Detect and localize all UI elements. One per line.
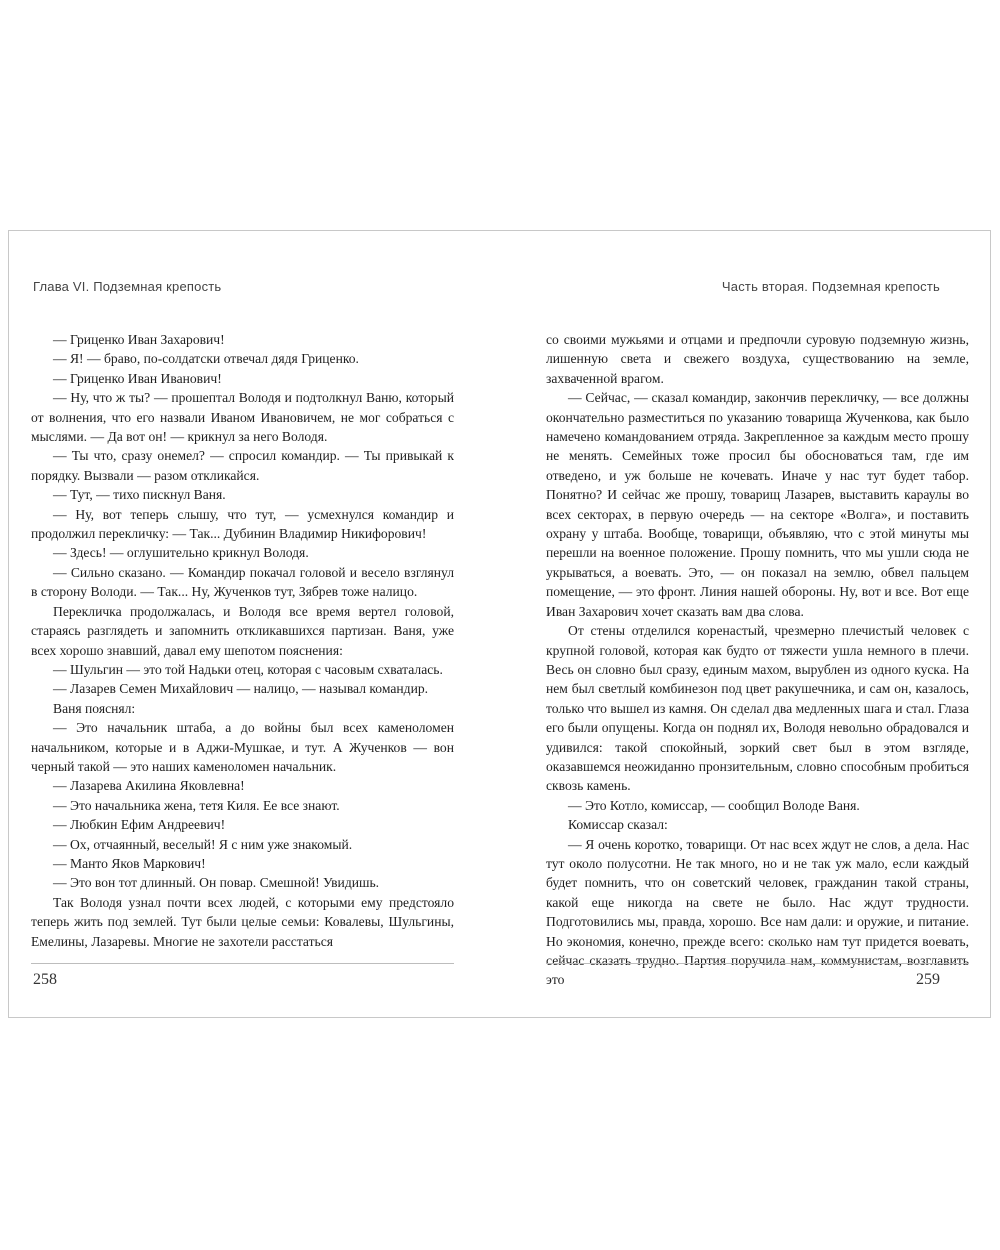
paragraph: — Ну, вот теперь слышу, что тут, — усмехнулся командир и продолжил перекличку: — Так... Дубинин Владимир Никифорович! xyxy=(31,506,454,542)
paragraph: — Лазарева Акилина Яковлевна! xyxy=(53,778,245,794)
paragraph: — Я! — браво, по-солдатски отвечал дядя Гриценко. xyxy=(53,351,359,367)
paragraph: со своими мужьями и отцами и предпочли суровую подземную жизнь, лишенную света и свежего воздуха, существованию на земле, захваченной врагом. xyxy=(546,332,969,386)
paragraph: — Тут, — тихо пискнул Ваня. xyxy=(53,487,226,503)
paragraph: — Ну, что ж ты? — прошептал Володя и подтолкнул Ваню, который от волнения, что его назвали Иваном Ивановичем, не мог собраться с мыслями. — Да вот он! — крикнул за него Володя. xyxy=(31,390,454,445)
paragraph: — Я очень коротко, товарищи. От нас всех ждут не слов, а дела. Нас тут около полусотни. Не так много, но и не так уж мало, если каждый будет помнить, что он советский человек, гражданин такой страны, какой еще никогда на свете не было. Нас ждут трудности. Подготовились мы, правда, хорошо. Все нам дали: и оружие, и питание. Но экономия, конечно, прежде всего: сколько нам тут придется воевать, сейчас сказать трудно. Партия поручила нам, коммунистам, возглавить это xyxy=(546,836,969,988)
paragraph: — Гриценко Иван Иванович! xyxy=(53,370,222,386)
paragraph: Комиссар сказал: xyxy=(568,817,668,833)
paragraph: — Это начальник штаба, а до войны был всех каменоломен начальником, которые и в Аджи-Мушкае, и тут. А Жученков — вон черный такой — это наших каменоломен начальник. xyxy=(31,720,454,774)
paragraph: — Это Котло, комиссар, — сообщил Володе Ваня. xyxy=(568,797,860,813)
paragraph: — Шульгин — это той Надьки отец, которая с часовым схваталась. xyxy=(53,661,443,677)
left-running-head: Глава VI. Подземная крепость xyxy=(33,279,222,294)
paragraph: Так Володя узнал почти всех людей, с которыми ему предстояло теперь жить под землей. Тут были целые семьи: Ковалевы, Шульгины, Емелины, Лазаревы. Многие не захотели расстаться xyxy=(31,894,454,949)
paragraph: — Здесь! — оглушительно крикнул Володя. xyxy=(53,545,309,561)
paragraph: — Это вон тот длинный. Он повар. Смешной! Увидишь. xyxy=(53,875,380,891)
paragraph: Перекличка продолжалась, и Володя все время вертел головой, стараясь разглядеть и запомнить откликавшихся партизан. Ваня, уже всех хорошо знавший, давал ему шепотом пояснения: xyxy=(31,603,454,658)
paragraph: — Манто Яков Маркович! xyxy=(53,855,206,871)
paragraph: — Ты что, сразу онемел? — спросил командир. — Ты привыкай к порядку. Вызвали — разом откликайся. xyxy=(31,448,454,483)
right-footer-divider xyxy=(546,963,969,964)
paragraph: От стены отделился коренастый, чрезмерно плечистый человек с крупной головой, которая как будто от тяжести ушла немного в плечи. Весь он словно был сразу, единым махом, вырублен из одного куска. На нем был светлый комбинезон под цвет ракушечника, и сам он, казалось, только что вышел из камня. Он сделал два медленных шага и стал. Глаза его были опущены. Когда он поднял их, Володя невольно обрадовался и удивился: такой спокойный, зоркий свет был в этом взгляде, оказавшемся неожиданно пронзительным, словно способным пробиться сквозь камень. xyxy=(546,623,969,794)
paragraph: Ваня пояснял: xyxy=(53,700,136,716)
right-running-head: Часть вторая. Подземная крепость xyxy=(721,279,940,294)
paragraph: — Это начальника жена, тетя Киля. Ее все знают. xyxy=(53,797,340,813)
paragraph: — Сейчас, — сказал командир, закончив перекличку, — все должны окончательно разместиться по указанию товарища Жученкова, как было намечено командованием отряда. Закрепленное за каждым место прошу не менять. Семейных тоже просил бы обосноваться там, где им отведено, и уж больше не кочевать. Иначе у нас тут будет табор. Понятно? И сейчас же прошу, товарищ Лазарев, выставить караулы во всех секторах, в первую очередь — на секторе «Волга», и поставить охрану у штаба. Вообще, товарищи, объявляю, что с этой минуты мы перешли на военное положение. Прошу помнить, что мы ушли сюда не укрываться, а воевать. Это, — он показал на землю, обвел пальцем помещение, — это фронт. Линия нашей обороны. Ну, вот и все. Вот еще Иван Захарович хочет сказать вам два слова. xyxy=(546,390,969,619)
paragraph: — Любкин Ефим Андреевич! xyxy=(53,817,226,833)
left-page-number: 258 xyxy=(33,971,57,988)
paragraph: — Сильно сказано. — Командир покачал головой и весело взглянул в сторону Володи. — Так... Ну, Жученков тут, Зябрев тоже налицо. xyxy=(31,564,454,600)
paragraph: — Лазарев Семен Михайлович — налицо, — называл командир. xyxy=(53,681,429,697)
right-page-text xyxy=(546,330,969,990)
paragraph: — Гриценко Иван Захарович! xyxy=(53,332,225,347)
book-spread xyxy=(8,230,991,1018)
paragraph: — Ох, отчаянный, веселый! Я с ним уже знакомый. xyxy=(53,836,353,852)
right-page-number: 259 xyxy=(916,971,940,988)
left-footer-divider xyxy=(31,963,454,964)
left-page-text xyxy=(31,330,454,951)
